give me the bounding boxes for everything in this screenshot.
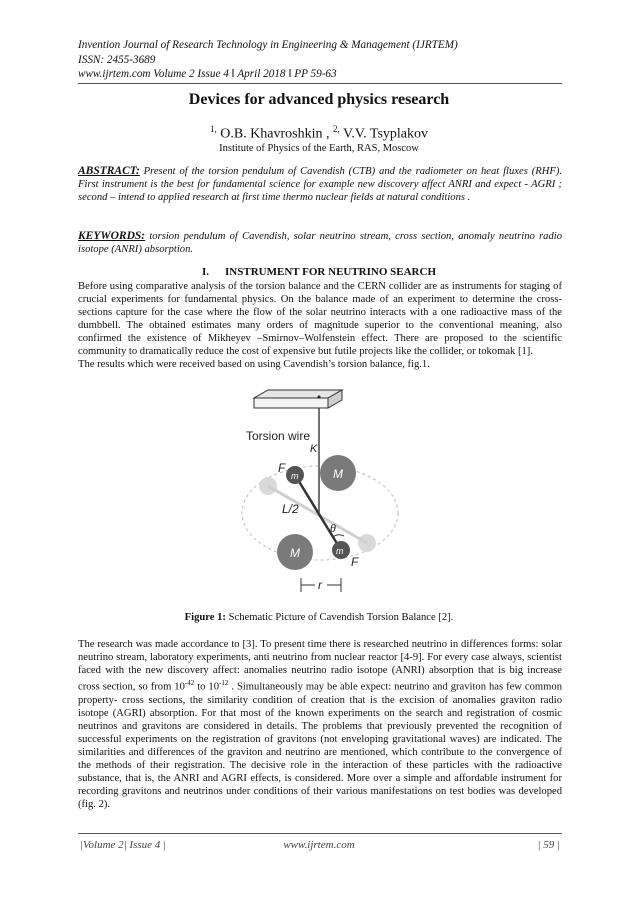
abstract-label: ABSTRACT: (78, 165, 140, 177)
body-text-a: The research was made accordance to [3]. To present time there is researched neutrino in differences forms: solar neutrino stream, laboratory experiments, anti neutrino from nuclear reactor [4-9]. For every case always, scientist faced with the new discovery affect: anomalies neutrino radio isotope (ANRI) absorption that is big increase cross section, so from 10 (78, 639, 562, 693)
abstract (78, 165, 562, 204)
journal-name: Invention Journal of Research Technology in Engineering & Management (IJRTEM) (78, 39, 458, 51)
body-text-c: . Simultaneously may be able expect: neutrino and graviton has few common property- cross sections, the similarity condition of creation that is the excision of anomalies graviton radio isotope (AGRI) absorption. For that most of the known experiments on the search and registration of cosmic neutrinos and gravitons are considered in details. The problems that previously prevented the recognition of successful experiments on the registration of gravitons (not enveloping gravitational waves) are indicated. The similarities and differences of the graviton and neutrino are mentioned, which contribute to the convergence of the methods of their registration. The decisive role in the interaction of these particles with the radioactive substance, that is, the ANRI and AGRI effects, is considered. More over a simple and affordable instrument for recording gravitons and neutrinos under conditions of their various manifestations on test bodies was developed (fig. 2). (78, 681, 562, 810)
label-f-lower: F (351, 555, 359, 569)
label-torsion-wire: Torsion wire (246, 429, 311, 443)
wire-anchor (318, 396, 321, 399)
paper-title: Devices for advanced physics research (188, 91, 450, 108)
section1-paragraph (78, 280, 562, 371)
section-title: INSTRUMENT FOR NEUTRINO SEARCH (225, 266, 436, 278)
label-m-upper: m (291, 471, 299, 481)
label-M-upper: M (333, 467, 343, 481)
label-r: r (318, 578, 322, 592)
caption-text: Schematic Picture of Cavendish Torsion Balance [2]. (228, 612, 454, 623)
support-bar-front (254, 398, 328, 408)
section1-para1: Before using comparative analysis of the torsion balance and the CERN collider are as instruments for staging of crucial experiments for fundamental physics. On the balance made of an experiment to determine the cross-sections capture for the case where the flow of the solar neutrino interacts with a one radioactive mass of the dumbbell. The obtained estimates many orders of magnitude superior to the conventional meaning, also confirmed the existence of Mikheyev –Smirnov–Wolfenstein effect. There are proposed to the scientific community to dramatically reduce the cost of expensive but futile projects like the collider, or tokomak [1]. (78, 281, 562, 357)
body-text-b: to 10 (194, 681, 220, 693)
theta-arc (333, 535, 344, 537)
author2-name: V.V. Tsyplakov (343, 126, 428, 142)
exponent-1: -42 (184, 679, 195, 687)
caption-label: Figure 1: (184, 612, 226, 623)
body-paragraph (78, 638, 562, 811)
journal-issn: ISSN: 2455-3689 (78, 53, 156, 66)
label-m-lower: m (336, 546, 344, 556)
author1-affiliation-mark: 1, (209, 124, 217, 134)
keywords (78, 230, 562, 256)
label-M-lower: M (290, 546, 300, 560)
journal-issue-line: www.ijrtem.com Volume 2 Issue 4 ǁ April 2018 ǁ PP 59-63 (78, 68, 337, 80)
header-divider (78, 83, 562, 84)
author-line (0, 124, 638, 143)
keywords-text: torsion pendulum of Cavendish, solar neutrino stream, cross section, anomaly neutrino radio isotope (ANRI) absorption. (78, 231, 562, 255)
label-theta: θ (330, 521, 336, 535)
abstract-text: Present of the torsion pendulum of Cavendish (CTB) and the radiometer on heat fluxes (RHF). First instrument is the best for fundamental science for example new discovery affect ANRI and expect - AGRI ; second – intend to applied research at first time thermo nuclear fields at natural conditions . (78, 166, 562, 203)
footer-site: www.ijrtem.com (283, 839, 355, 851)
journal-header (78, 38, 568, 82)
torsion-balance-figure (238, 388, 402, 600)
keywords-label: KEYWORDS: (78, 230, 146, 242)
section1-para2: The results which were received based on using Cavendish’s torsion balance, fig.1. (78, 359, 430, 370)
footer-page-number: | 59 | (537, 839, 560, 851)
label-f-upper: F (278, 461, 286, 475)
exponent-2: -12 (219, 679, 229, 687)
section-number: I. (202, 266, 210, 278)
footer-volume: |Volume 2| Issue 4 | (80, 839, 167, 851)
figure-caption (0, 612, 638, 623)
torsion-balance-diagram (238, 388, 402, 600)
label-k: K (310, 443, 318, 455)
section-heading (0, 266, 638, 278)
label-l-half: L/2 (282, 502, 299, 516)
footer-divider (78, 833, 562, 834)
support-bar-top (254, 390, 342, 398)
affiliation: Institute of Physics of the Earth, RAS, Moscow (219, 143, 419, 154)
author2-affiliation-mark: 2, (333, 124, 340, 134)
author1-name: O.B. Khavroshkin , (220, 126, 330, 142)
